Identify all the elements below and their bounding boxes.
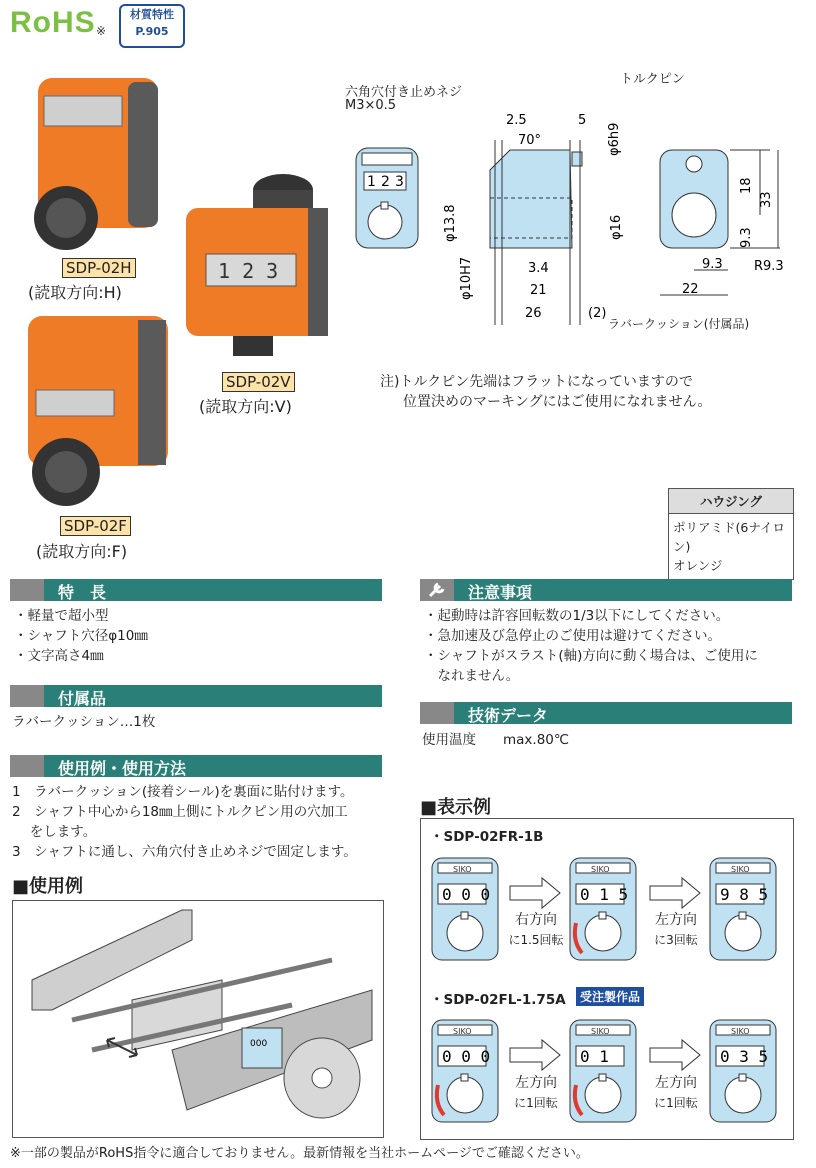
accessories-title: 付属品 bbox=[58, 689, 107, 708]
product-image-v bbox=[178, 168, 338, 363]
material-label: 材質特性 bbox=[130, 8, 174, 21]
model-tag-f: SDP-02F bbox=[60, 516, 131, 536]
dim-9-3-h: 9.3 bbox=[702, 257, 723, 272]
dim-26: 26 bbox=[525, 306, 542, 321]
model-tag-v: SDP-02V bbox=[222, 372, 295, 392]
tech-temp-value: max.80℃ bbox=[503, 732, 570, 748]
housing-material: ポリアミド(6ナイロン) bbox=[673, 520, 785, 554]
usage-item: をします。 bbox=[12, 824, 97, 840]
screw-label-1: 六角穴付き止めネジ bbox=[345, 85, 463, 100]
accessories-bar bbox=[10, 685, 382, 707]
usage-item: 2 シャフト中心から18㎜上側にトルクピン用の穴加工 bbox=[12, 804, 348, 820]
dim-r9-3: R9.3 bbox=[754, 259, 784, 274]
display-example-title: ■表示例 bbox=[420, 797, 492, 818]
dim-22: 22 bbox=[682, 282, 699, 297]
product-image-f bbox=[18, 312, 168, 512]
wrench-icon bbox=[430, 584, 443, 596]
usage-bar bbox=[10, 755, 382, 777]
note-line-1: 注)トルクピン先端はフラットになっていますので bbox=[380, 374, 693, 390]
dim-33: 33 bbox=[759, 191, 774, 208]
ex2-step1: 左方向 に1回転 bbox=[514, 1075, 558, 1110]
ex1-step2: 左方向 に3回転 bbox=[654, 912, 698, 947]
footer-note: ※一部の製品がRoHS指令に適合しておりません。最新情報を当社ホームページでご確認ください。 bbox=[10, 1146, 589, 1161]
feature-item: ・文字高さ4㎜ bbox=[14, 648, 104, 664]
display-digits: 0 3 5 bbox=[720, 1047, 769, 1066]
dim-9-3-v: 9.3 bbox=[739, 227, 754, 248]
dim-2: (2) bbox=[588, 306, 607, 321]
ex2-state-2 bbox=[570, 1020, 636, 1122]
brand-label: SIKO bbox=[731, 1027, 750, 1036]
caution-item: ・急加速及び急停止のご使用は避けてください。 bbox=[424, 628, 721, 644]
brand-label: SIKO bbox=[731, 865, 750, 874]
accessories-text: ラバークッション…1枚 bbox=[12, 714, 156, 730]
usage-example-image bbox=[12, 900, 384, 1138]
next-step-arrow-icon bbox=[510, 878, 560, 908]
ex1-state-1 bbox=[432, 858, 498, 960]
usage-example-title: ■使用例 bbox=[12, 876, 84, 897]
usage-list bbox=[12, 782, 357, 862]
caution-item: ・起動時は許容回転数の1/3以下にしてください。 bbox=[424, 608, 730, 624]
dim-phi16: φ16 bbox=[609, 214, 624, 240]
housing-color: オレンジ bbox=[673, 558, 723, 573]
rohs-logo: RoHS bbox=[10, 6, 96, 39]
technical-drawing bbox=[350, 110, 800, 330]
material-page: P.905 bbox=[121, 23, 183, 40]
dim-phi13-8: φ13.8 bbox=[443, 204, 458, 242]
display-example-graphics bbox=[424, 848, 789, 1138]
custom-order-badge: 受注製作品 bbox=[576, 987, 644, 1006]
dim-2-5: 2.5 bbox=[506, 113, 527, 128]
usage-title: 使用例・使用方法 bbox=[58, 759, 187, 778]
dim-21: 21 bbox=[530, 283, 547, 298]
display-digits: 0 1 5 bbox=[580, 885, 629, 904]
dim-5: 5 bbox=[578, 113, 587, 128]
rohs-mark: ※ bbox=[96, 24, 107, 38]
ex1-state-3 bbox=[710, 858, 776, 960]
features-list bbox=[14, 606, 148, 666]
features-bar bbox=[10, 579, 382, 601]
model-tag-h: SDP-02H bbox=[62, 258, 136, 278]
cautions-list bbox=[424, 606, 758, 686]
brand-label: SIKO bbox=[453, 865, 472, 874]
housing-table bbox=[668, 488, 794, 580]
ex1-step1: 右方向 に1.5回転 bbox=[508, 912, 564, 947]
ex1-state-2 bbox=[570, 858, 636, 960]
front-digit-3: 3 bbox=[395, 174, 404, 190]
features-title: 特 長 bbox=[58, 583, 107, 602]
direction-h: (読取方向:H) bbox=[28, 283, 122, 302]
usage-counter-digits: 000 bbox=[250, 1039, 268, 1049]
front-digit-1: 1 bbox=[367, 174, 376, 190]
direction-v: (読取方向:V) bbox=[199, 397, 292, 416]
tech-bar bbox=[420, 702, 792, 724]
usage-item: 1 ラバークッション(接着シール)を裏面に貼付けます。 bbox=[12, 784, 354, 800]
dim-18: 18 bbox=[739, 177, 754, 194]
display-digits: 0 0 0 bbox=[442, 1047, 491, 1066]
caution-item: なれません。 bbox=[424, 668, 520, 684]
dim-3-4: 3.4 bbox=[528, 261, 549, 276]
ex2-step2: 左方向 に1回転 bbox=[654, 1075, 698, 1110]
note-line-2: 位置決めのマーキングにはご使用になれません。 bbox=[403, 394, 712, 410]
brand-label: SIKO bbox=[591, 865, 610, 874]
example-1-model: ・SDP-02FR-1B bbox=[430, 829, 544, 845]
feature-item: ・シャフト穴径φ10㎜ bbox=[14, 628, 148, 644]
ex2-state-1 bbox=[432, 1020, 498, 1122]
dim-phi6h9: φ6h9 bbox=[607, 122, 622, 156]
next-step-arrow-icon bbox=[650, 878, 700, 908]
dim-phi10h7: φ10H7 bbox=[459, 256, 474, 300]
next-step-arrow-icon bbox=[510, 1040, 560, 1070]
dim-angle: 70° bbox=[518, 133, 542, 148]
feature-item: ・軽量で超小型 bbox=[14, 608, 109, 624]
cautions-bar bbox=[420, 579, 792, 601]
example-2-model: ・SDP-02FL-1.75A bbox=[430, 992, 566, 1008]
brand-label: SIKO bbox=[453, 1027, 472, 1036]
caution-item: ・シャフトがスラスト(軸)方向に動く場合は、ご使用に bbox=[424, 648, 758, 664]
material-badge[interactable] bbox=[119, 4, 185, 48]
display-digits: 0 1 bbox=[580, 1047, 609, 1066]
screw-label-2: M3×0.5 bbox=[345, 98, 397, 113]
torque-pin-label: トルクピン bbox=[620, 72, 685, 87]
front-digit-2: 2 bbox=[381, 174, 390, 190]
brand-label: SIKO bbox=[591, 1027, 610, 1036]
ex2-state-3 bbox=[710, 1020, 776, 1122]
product-v-digits: 1 2 3 bbox=[218, 259, 279, 283]
product-image-h bbox=[18, 68, 168, 258]
direction-f: (読取方向:F) bbox=[36, 542, 128, 561]
housing-header: ハウジング bbox=[669, 489, 793, 514]
display-digits: 9 8 5 bbox=[720, 885, 769, 904]
tech-title: 技術データ bbox=[468, 706, 549, 725]
usage-item: 3 シャフトに通し、六角穴付き止めネジで固定します。 bbox=[12, 844, 357, 860]
tech-temp-label: 使用温度 bbox=[422, 732, 476, 748]
next-step-arrow-icon bbox=[650, 1040, 700, 1070]
display-digits: 0 0 0 bbox=[442, 885, 491, 904]
cautions-title: 注意事項 bbox=[468, 583, 533, 602]
rubber-cushion-label: ラバークッション(付属品) bbox=[608, 317, 750, 331]
